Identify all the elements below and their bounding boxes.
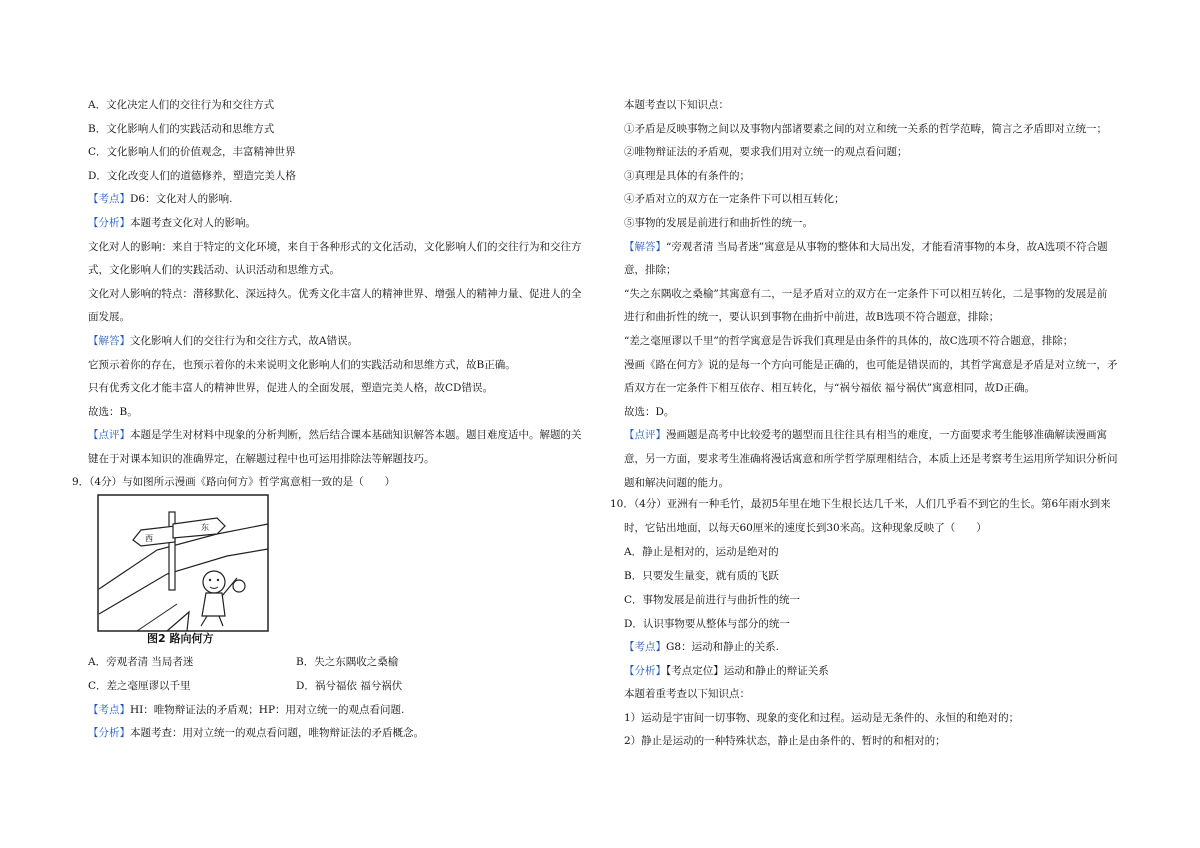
q10-line: 本题着重考查以下知识点： [624,688,750,700]
q8-dianping [88,424,588,448]
kaodian-text: G8：运动和静止的关系. [666,641,779,653]
dianping-tag: 【点评】 [88,429,130,442]
q9-options-row2 [88,675,402,699]
fenxi-line: 文化对人影响的特点：潜移默化、深远持久。优秀文化丰富人的精神世界、增强人的精神力量、促进人的全 [88,287,582,300]
fenxi-line: 面发展。 [88,311,130,324]
q9-options-row1 [88,651,398,675]
q10-fenxi [624,660,829,684]
dianping-tag: 【点评】 [624,429,666,442]
q10-line: 1）运动是宇宙间一切事物、现象的变化和过程。运动是无条件的、永恒的和绝对的； [624,712,1020,724]
kaodian-tag: 【考点】 [88,193,130,206]
sign-right-label: 东 [201,523,209,532]
kaodian-text: HI：唯物辩证法的矛盾观；HP：用对立统一的观点看问题. [130,704,405,716]
q8-option-d: D．文化改变人们的道德修养，塑造完美人格 [88,169,296,182]
q10-stem: 10．（4分）亚洲有一种毛竹，最初5年里在地下生根长达几千米，人们几乎看不到它的生长。第6年雨水到来 [610,498,1111,510]
q10-stem-line2: 时，它钻出地面，以每天60厘米的速度长到30米高。这种现象反映了（ ） [624,522,987,534]
point-line: ②唯物辩证法的矛盾观，要求我们用对立统一的观点看问题； [624,146,908,159]
kaodian-tag: 【考点】 [624,641,666,653]
kaodian-tag: 【考点】 [88,704,130,716]
dianping-text: 本题是学生对材料中现象的分析判断，然后结合课本基础知识解答本题。题目难度适中。解题的关 [130,429,582,442]
fenxi-line: 式，文化影响人们的实践活动、认识活动和思维方式。 [88,264,340,277]
left-column [88,94,588,472]
jieda-text: 文化影响人们的交往行为和交往方式，故A错误。 [130,334,359,347]
q9-dianping [624,424,1144,448]
q9-fenxi [88,722,424,746]
figure-caption: 图2 路向何方 [147,632,214,645]
jieda-text: “旁观者清 当局者迷”寓意是从事物的整体和大局出发，才能看清事物的本身，故A选项不符合题 [666,240,1108,253]
point-line: ④矛盾对立的双方在一定条件下可以相互转化； [624,193,845,206]
right-column [624,94,1144,495]
point-line: ③真理是具体的有条件的； [624,169,750,182]
fenxi-line: 文化对人的影响：来自于特定的文化环境，来自于各种形式的文化活动，文化影响人们的交往行为和交往方 [88,240,582,253]
q10-line: 2）静止是运动的一种特殊状态，静止是由条件的、暂时的和相对的； [624,735,946,747]
fenxi-tag: 【分析】 [624,665,666,677]
dianping-line: 键在于对课本知识的准确界定，在解题过程中也可运用排除法等解题技巧。 [88,452,435,465]
jieda-line: 进行和曲折性的统一，要认识到事物在曲折中前进，故B选项不符合题意，排除； [624,311,1000,324]
dianping-text: 漫画题是高考中比较爱考的题型而且往往具有相当的难度，一方面要求考生能够准确解读漫画寓 [666,429,1107,442]
sign-left-label: 西 [145,534,153,543]
jieda-line: 故选：D。 [624,405,675,418]
point-line: ①矛盾是反映事物之间以及事物内部诸要素之间的对立和统一关系的哲学范畴，简言之矛盾即对立统一； [624,122,1107,135]
q8-option-a: A．文化决定人们的交往行为和交往方式 [88,99,275,111]
intro-line: 本题考查以下知识点： [624,99,729,111]
point-line: ⑤事物的发展是前进行和曲折性的统一。 [624,216,813,229]
jieda-line: 盾双方在一定条件下相互依存、相互转化，与“祸兮福依 福兮祸伏”寓意相同，故D正确。 [624,382,1035,395]
jieda-line: “差之毫厘谬以千里”的哲学寓意是告诉我们真理是由条件的具体的，故C选项不符合题意，排除； [624,334,1074,347]
q9-option-c: C．差之毫厘谬以千里 [88,680,191,692]
q8-option-b: B．文化影响人们的实践活动和思维方式 [88,122,275,135]
q10-option-b: B．只要发生量变，就有质的飞跃 [624,570,779,582]
dianping-line: 意，另一方面，要求考生准确将漫话寓意和所学哲学原理相结合，本质上还是考察考生运用所学知识分析问 [624,452,1118,465]
q9-option-d: D．祸兮福依 福兮祸伏 [296,680,403,692]
jieda-line: 只有优秀文化才能丰富人的精神世界，促进人的全面发展，塑造完美人格，故CD错误。 [88,382,493,395]
q10-option-a: A．静止是相对的，运动是绝对的 [624,546,779,558]
jieda-line: 故选：B。 [88,405,138,418]
dianping-line: 题和解决问题的能力。 [624,476,729,489]
fenxi-text: 本题考查文化对人的影响。 [130,216,256,229]
q9-option-a: A．旁观者清 当局者迷 [88,656,194,668]
jieda-tag: 【解答】 [88,334,130,347]
q8-kaodian [88,188,588,212]
q8-fenxi [88,212,588,236]
jieda-line: 意，排除； [624,264,677,277]
q9-stem: 9．（4分）与如图所示漫画《路向何方》哲学寓意相一致的是（ ） [72,476,396,488]
q9-option-b: B．失之东隅收之桑榆 [296,656,399,668]
q10-kaodian [624,636,779,660]
jieda-line: “失之东隅收之桑榆”其寓意有二，一是矛盾对立的双方在一定条件下可以相互转化，二是事物的发展是前 [624,287,1108,300]
q8-jieda [88,330,588,354]
cartoon-illustration [97,494,269,644]
q10-option-c: C．事物发展是前进行与曲折性的统一 [624,594,801,606]
fenxi-text: 本题考查：用对立统一的观点看问题，唯物辩证法的矛盾概念。 [130,727,424,739]
fenxi-tag: 【分析】 [88,727,130,739]
kaodian-text: D6：文化对人的影响. [130,193,233,206]
fenxi-text: 【考点定位】运动和静止的辩证关系 [666,665,829,677]
fenxi-tag: 【分析】 [88,216,130,229]
q8-option-c: C．文化影响人们的价值观念，丰富精神世界 [88,146,296,159]
q9-kaodian [88,699,404,723]
jieda-line: 它预示着你的存在，也预示着你的未来说明文化影响人们的实践活动和思维方式，故B正确。 [88,358,516,371]
jieda-line: 漫画《路在何方》说的是每一个方向可能是正确的，也可能是错误而的，其哲学寓意是矛盾是对立统一，矛 [624,358,1118,371]
q10-option-d: D．认识事物要从整体与部分的统一 [624,618,790,630]
cartoon-figure [97,494,269,644]
q9-jieda [624,236,1144,260]
jieda-tag: 【解答】 [624,240,666,253]
